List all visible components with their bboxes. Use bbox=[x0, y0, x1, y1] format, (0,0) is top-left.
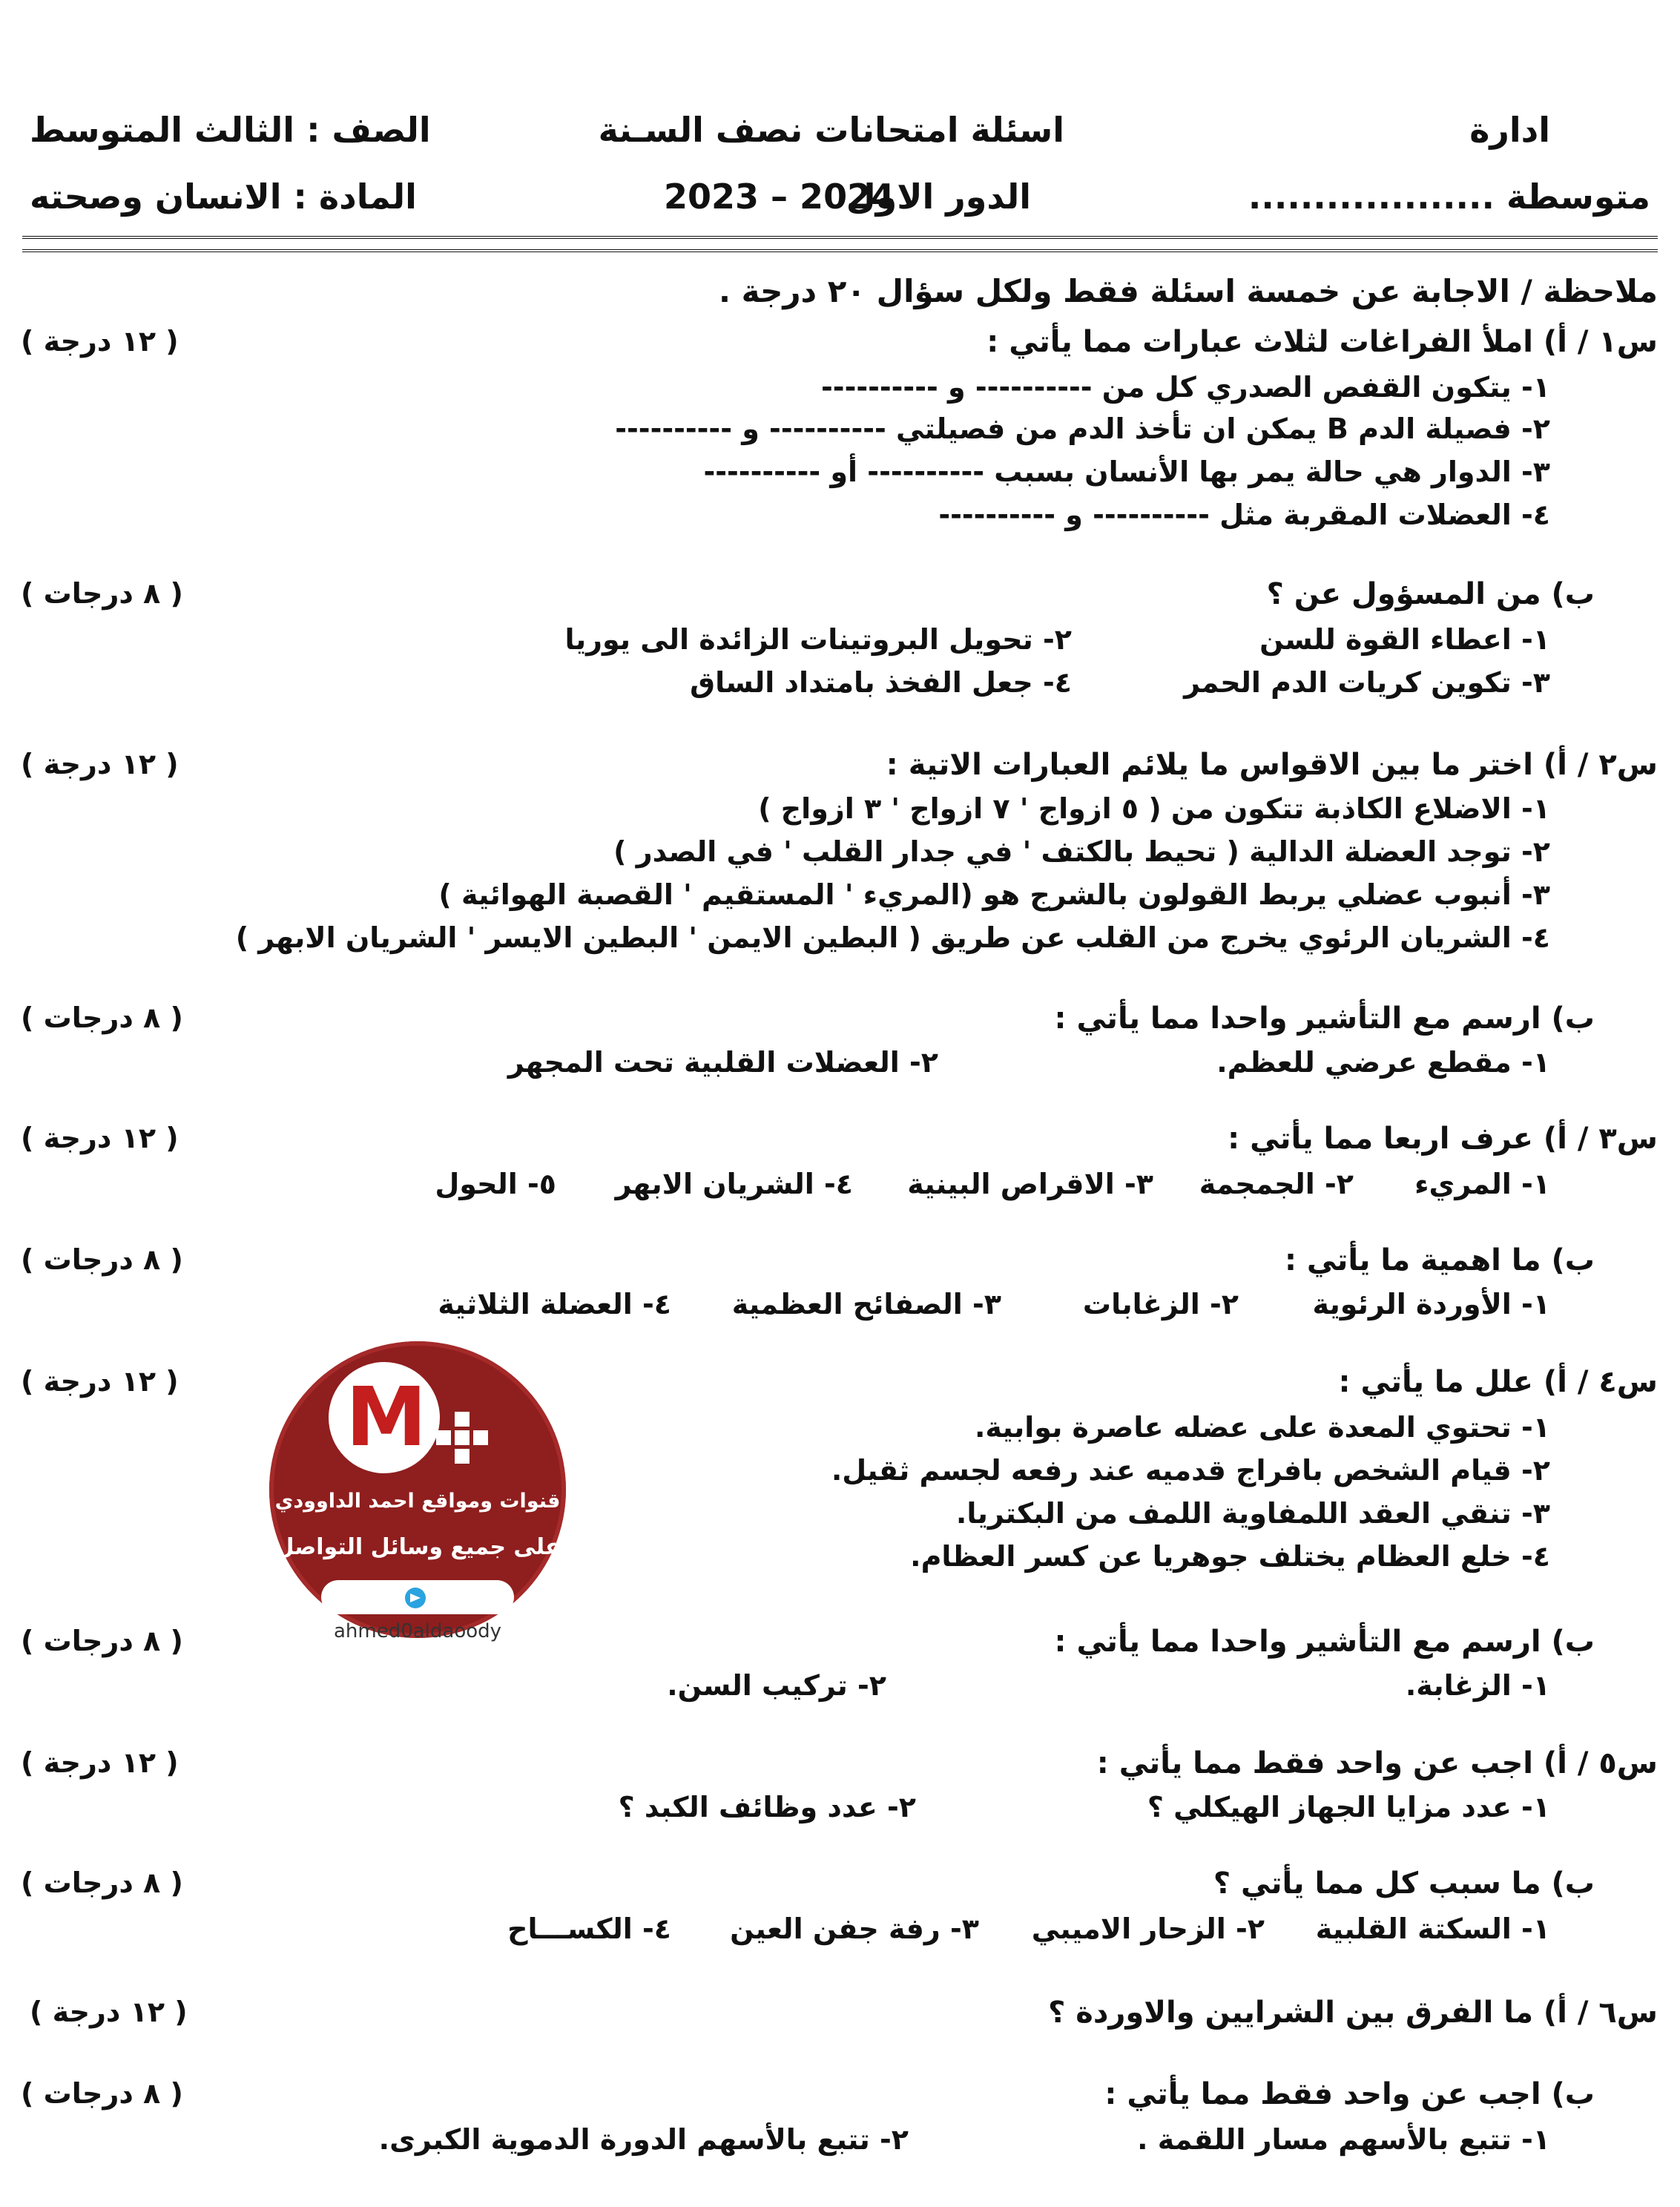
q6-b-item: ٢- تتبع بالأسهم الدورة الدموية الكبرى. bbox=[378, 2123, 909, 2156]
q1-a-item: ٣- الدوار هي حالة يمر بها الأنسان بسبب ---------- أو ---------- bbox=[703, 455, 1550, 488]
logo-handle bbox=[321, 1580, 514, 1642]
q1-a-title: س١ / أ) املأ الفراغات لثلاث عبارات مما يأتي : bbox=[986, 325, 1658, 359]
q2-a-mark: ( ١٢ درجة ) bbox=[21, 748, 179, 780]
q2-a-item: ٣- أنبوب عضلي يربط القولون بالشرج هو (المريء ' المستقيم ' القصبة الهوائية ) bbox=[438, 878, 1550, 911]
q5-b-mark: ( ٨ درجات ) bbox=[21, 1866, 183, 1899]
q3-a-item: ١- المريء bbox=[1414, 1168, 1550, 1200]
q2-b-mark: ( ٨ درجات ) bbox=[21, 1001, 183, 1034]
exam-title: اسئلة امتحانات نصف السـنة bbox=[598, 110, 1064, 150]
q5-b-title: ب) ما سبب كل مما يأتي ؟ bbox=[1213, 1866, 1595, 1901]
q3-a-mark: ( ١٢ درجة ) bbox=[21, 1122, 179, 1154]
dots-icon bbox=[436, 1412, 488, 1464]
q2-a-item: ١- الاضلاع الكاذبة تتكون من ( ٥ ازواج ' ٧ ازواج ' ٣ ازواج ) bbox=[758, 792, 1550, 825]
q6-a-mark: ( ١٢ درجة ) bbox=[30, 1996, 188, 2028]
q6-b-title: ب) اجب عن واحد فقط مما يأتي : bbox=[1104, 2077, 1595, 2111]
q5-a-title: س٥ / أ) اجب عن واحد فقط مما يأتي : bbox=[1096, 1746, 1658, 1780]
q4-a-mark: ( ١٢ درجة ) bbox=[21, 1365, 179, 1398]
q5-b-item: ٢- الزحار الاميبي bbox=[1031, 1912, 1265, 1945]
q1-a-item: ٢- فصيلة الدم B يمكن ان تأخذ الدم من فصيلتي ---------- و ---------- bbox=[615, 412, 1550, 445]
logo-arc-text: قنوات ومواقع احمد الداوودي bbox=[274, 1490, 561, 1513]
q3-a-item: ٢- الجمجمة bbox=[1199, 1168, 1354, 1200]
q3-a-item: ٣- الاقراص البينية bbox=[907, 1168, 1153, 1200]
q1-a-item: ٤- العضلات المقربة مثل ---------- و ---------- bbox=[938, 499, 1550, 531]
q3-a-item: ٥- الحول bbox=[435, 1168, 556, 1200]
header-divider bbox=[22, 236, 1658, 252]
q1-b-title: ب) من المسؤول عن ؟ bbox=[1266, 577, 1595, 611]
q2-b-item: ٢- العضلات القلبية تحت المجهر bbox=[507, 1046, 938, 1079]
subject-label: المادة : الانسان وصحته bbox=[30, 177, 417, 217]
q1-a-mark: ( ١٢ درجة ) bbox=[21, 325, 179, 358]
q5-b-item: ٣- رفة جفن العين bbox=[730, 1912, 979, 1945]
q2-a-item: ٤- الشريان الرئوي يخرج من القلب عن طريق ( البطين الايمن ' البطين الايسر ' الشريان الابهر ) bbox=[235, 921, 1550, 954]
q1-a-item: ١- يتكون القفص الصدري كل من ---------- و ---------- bbox=[821, 371, 1550, 404]
q6-a-title: س٦ / أ) ما الفرق بين الشرايين والاوردة ؟ bbox=[1048, 1996, 1658, 2030]
q3-a-item: ٤- الشريان الابهر bbox=[615, 1168, 853, 1200]
q4-a-item: ٤- خلع العظام يختلف جوهريا عن كسر العظام. bbox=[910, 1540, 1550, 1573]
q4-a-item: ١- تحتوي المعدة على عضله عاصرة بوابية. bbox=[974, 1411, 1550, 1444]
q5-a-item: ٢- عدد وظائف الكبد ؟ bbox=[618, 1791, 916, 1823]
q4-b-title: ب) ارسم مع التأشير واحدا مما يأتي : bbox=[1054, 1625, 1595, 1659]
q2-a-item: ٢- توجد العضلة الدالية ( تحيط بالكتف ' في جدار القلب ' في الصدر ) bbox=[613, 835, 1550, 868]
q6-b-mark: ( ٨ درجات ) bbox=[21, 2077, 183, 2110]
q1-b-mark: ( ٨ درجات ) bbox=[21, 577, 183, 610]
q4-b-mark: ( ٨ درجات ) bbox=[21, 1625, 183, 1657]
q1-b-item: ٢- تحويل البروتينات الزائدة الى يوريا bbox=[564, 623, 1072, 656]
q4-a-title: س٤ / أ) علل ما يأتي : bbox=[1338, 1365, 1658, 1399]
q4-a-item: ٢- قيام الشخص بافراج قدميه عند رفعه لجسم ثقيل. bbox=[831, 1454, 1550, 1487]
q3-b-item: ٣- الصفائح العظمية bbox=[731, 1288, 1001, 1320]
q3-b-mark: ( ٨ درجات ) bbox=[21, 1243, 183, 1276]
q3-b-item: ١- الأوردة الرئوية bbox=[1312, 1288, 1550, 1320]
round-label: الدور الاول bbox=[846, 177, 1031, 217]
q2-b-item: ١- مقطع عرضي للعظم. bbox=[1216, 1046, 1550, 1079]
q6-b-item: ١- تتبع بالأسهم مسار اللقمة . bbox=[1137, 2123, 1550, 2156]
logo-sub-text: على جميع وسائل التواصل bbox=[274, 1534, 561, 1560]
q1-b-item: ٤- جعل الفخذ بامتداد الساق bbox=[690, 666, 1072, 699]
logo-handle-text: ahmed0aldaoody bbox=[333, 1620, 502, 1642]
exam-note: ملاحظة / الاجابة عن خمسة اسئلة فقط ولكل سؤال ٢٠ درجة . bbox=[719, 273, 1658, 309]
q2-b-title: ب) ارسم مع التأشير واحدا مما يأتي : bbox=[1054, 1001, 1595, 1036]
grade-label: الصف : الثالث المتوسط bbox=[30, 110, 431, 150]
q5-a-mark: ( ١٢ درجة ) bbox=[21, 1746, 179, 1779]
q2-a-title: س٢ / أ) اختر ما بين الاقواس ما يلائم العبارات الاتية : bbox=[886, 748, 1658, 782]
q1-b-item: ١- اعطاء القوة للسن bbox=[1259, 623, 1550, 656]
q4-b-item: ٢- تركيب السن. bbox=[667, 1669, 886, 1702]
m-letter-icon: M bbox=[346, 1369, 427, 1464]
admin-label: ادارة bbox=[1469, 110, 1550, 150]
q4-b-item: ١- الزغابة. bbox=[1405, 1669, 1550, 1702]
q5-b-item: ١- السكتة القلبية bbox=[1315, 1912, 1550, 1945]
q3-b-item: ٢- الزغابات bbox=[1082, 1288, 1239, 1320]
q3-a-title: س٣ / أ) عرف اربعا مما يأتي : bbox=[1228, 1122, 1658, 1156]
q3-b-title: ب) ما اهمية ما يأتي : bbox=[1284, 1243, 1595, 1277]
channel-logo bbox=[269, 1341, 566, 1642]
telegram-icon bbox=[405, 1588, 426, 1608]
q1-b-item: ٣- تكوين كريات الدم الحمر bbox=[1184, 666, 1550, 699]
q5-a-item: ١- عدد مزايا الجهاز الهيكلي ؟ bbox=[1147, 1791, 1550, 1823]
q3-b-item: ٤- العضلة الثلاثية bbox=[438, 1288, 671, 1320]
q4-a-item: ٣- تنقي العقد اللمفاوية اللمف من البكتريا. bbox=[955, 1497, 1550, 1530]
school-label: متوسطة ................... bbox=[1248, 177, 1650, 217]
q5-b-item: ٤- الكســـاح bbox=[507, 1912, 671, 1945]
year-label: 2023 – 2024 bbox=[664, 177, 895, 217]
